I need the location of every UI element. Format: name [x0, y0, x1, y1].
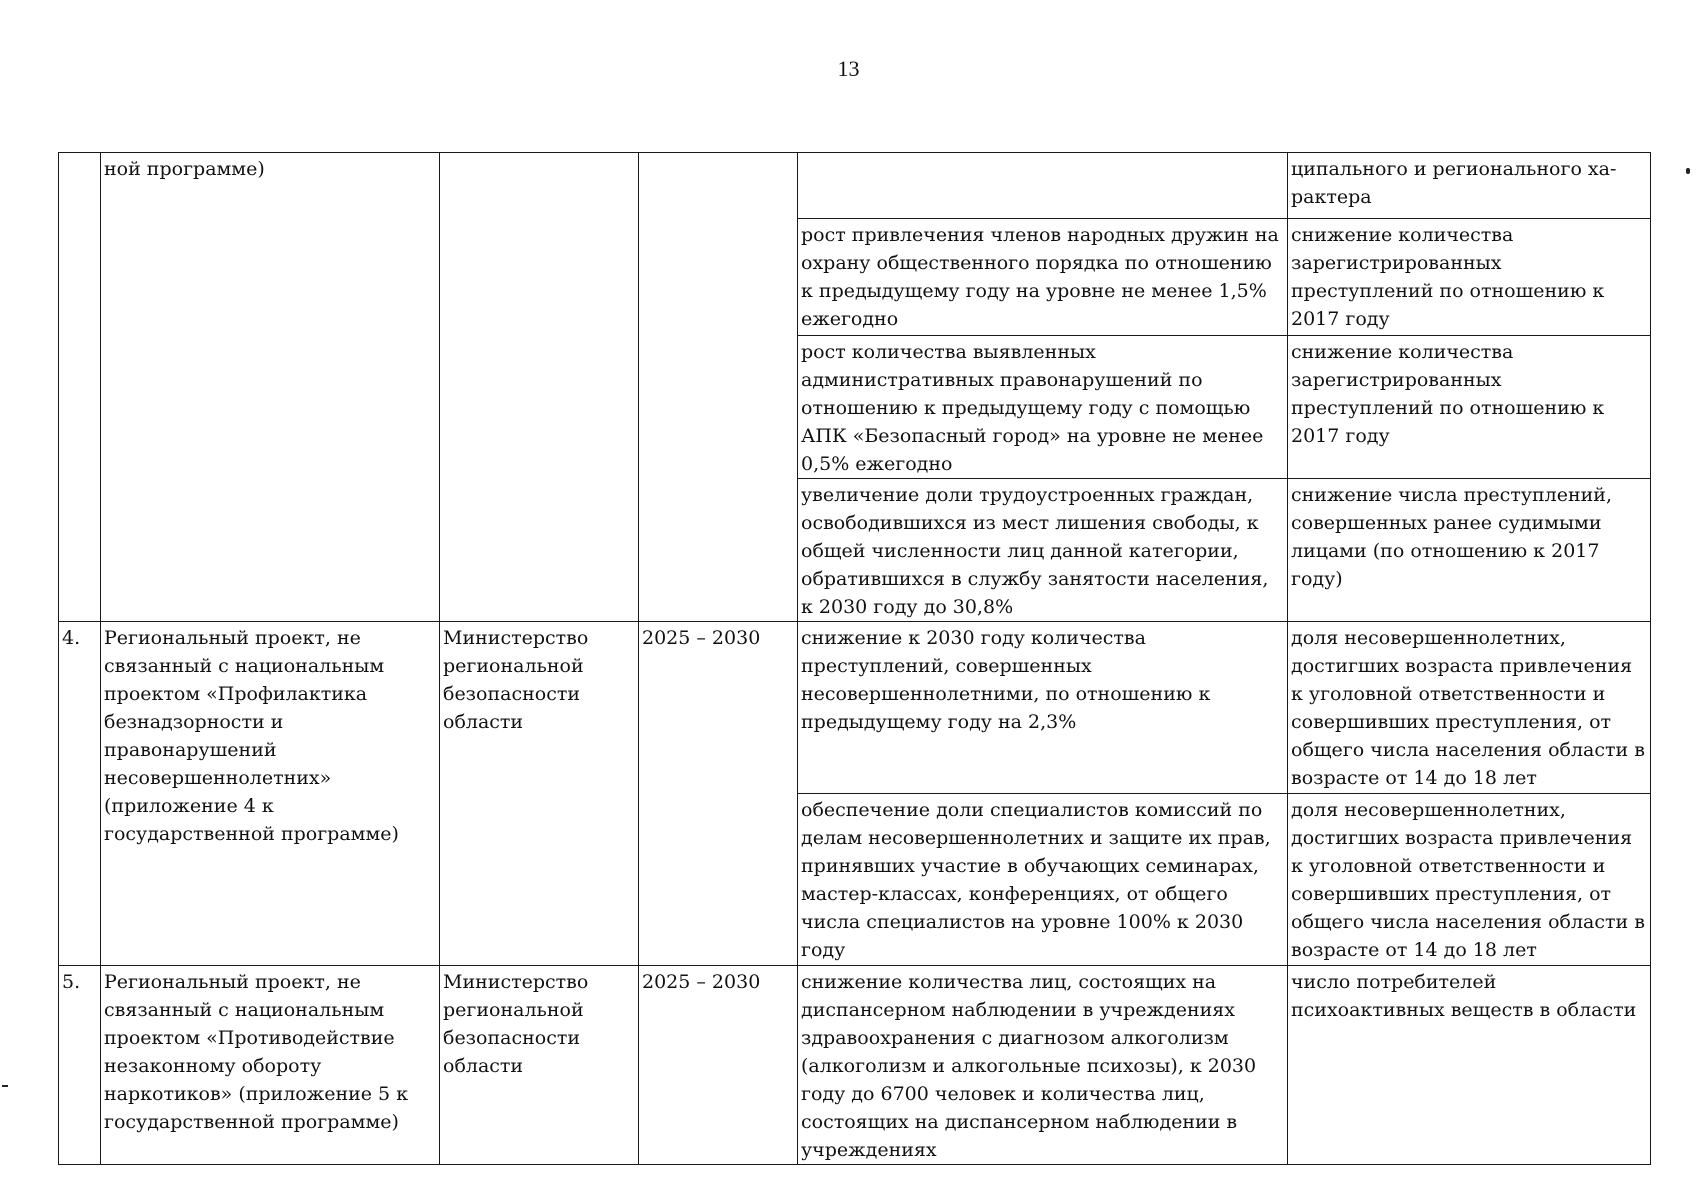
row-number-cell: 4. [59, 622, 101, 966]
project-name-cell: ной программе) [101, 153, 440, 622]
result-cell: обеспечение доли специалистов комиссий по делам несовершеннолетних и защите их прав, принявших участие в обучающих семинарах, мастер-классах, конференциях, от общего числа специалистов на уровне 100% к 2030 году [798, 794, 1288, 966]
table-row [59, 153, 1651, 219]
period-cell: 2025 – 2030 [639, 966, 798, 1165]
indicator-cell: число потребителей психоактивных веществ в области [1288, 966, 1651, 1165]
result-cell [798, 153, 1288, 219]
result-cell: снижение к 2030 году количества преступлений, совершенных несовершеннолетними, по отношению к предыдущему году на 2,3% [798, 622, 1288, 794]
indicator-cell: снижение количества зарегистрированных преступлений по отношению к 2017 году [1288, 219, 1651, 336]
row-number-cell: 5. [59, 966, 101, 1165]
result-cell: рост привлечения членов народных дружин на охрану общественного порядка по отношению к предыдущему году на уровне не менее 1,5% ежегодно [798, 219, 1288, 336]
page-number: 13 [837, 56, 860, 81]
result-cell: рост количества выявленных административных правонарушений по отношению к предыдущему году с помощью АПК «Безопасный город» на уровне не менее 0,5% ежегодно [798, 336, 1288, 479]
scan-mark [1686, 168, 1690, 174]
program-table [58, 152, 1651, 1165]
period-cell [639, 153, 798, 622]
project-name-cell: Региональный проект, не связанный с национальным проектом «Профилактика безнадзорности и правонарушений несовершеннолетних» (приложение 4 к государственной программе) [101, 622, 440, 966]
responsible-cell [440, 153, 639, 622]
row-number-cell [59, 153, 101, 622]
table-row [59, 966, 1651, 1165]
indicator-cell: доля несовершеннолетних, достигших возраста привлечения к уголовной ответственности и совершивших преступления, от общего числа населения области в возрасте от 14 до 18 лет [1288, 622, 1651, 794]
indicator-cell: ципального и регионального ха- рактера [1288, 153, 1651, 219]
indicator-cell: доля несовершеннолетних, достигших возраста привлечения к уголовной ответственности и совершивших преступления, от общего числа населения области в возрасте от 14 до 18 лет [1288, 794, 1651, 966]
scan-mark [2, 1085, 8, 1087]
result-cell: снижение количества лиц, состоящих на диспансерном наблюдении в учреждениях здравоохранения с диагнозом алкоголизм (алкоголизм и алкогольные психозы), к 2030 году до 6700 человек и количества лиц, состоящих на диспансерном наблюдении в учреждениях [798, 966, 1288, 1165]
table-row [59, 622, 1651, 794]
indicator-cell: снижение числа преступлений, совершенных ранее судимыми лицами (по отношению к 2017 году) [1288, 479, 1651, 622]
result-cell: увеличение доли трудоустроенных граждан, освободившихся из мест лишения свободы, к общей численности лиц данной категории, обратившихся в службу занятости населения, к 2030 году до 30,8% [798, 479, 1288, 622]
indicator-cell: снижение количества зарегистрированных преступлений по отношению к 2017 году [1288, 336, 1651, 479]
responsible-cell: Министерство региональной безопасности области [440, 622, 639, 966]
responsible-cell: Министерство региональной безопасности области [440, 966, 639, 1165]
project-name-cell: Региональный проект, не связанный с национальным проектом «Противодействие незаконному обороту наркотиков» (приложение 5 к государственной программе) [101, 966, 440, 1165]
period-cell: 2025 – 2030 [639, 622, 798, 966]
